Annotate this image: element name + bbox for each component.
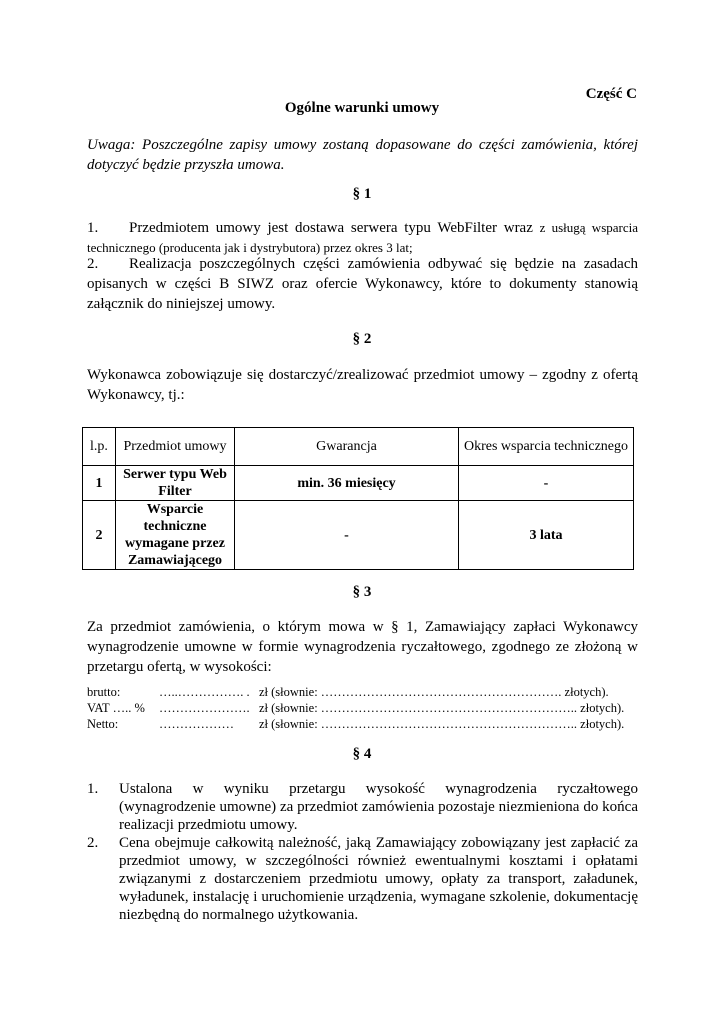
section-2-intro: Wykonawca zobowiązuje się dostarczyć/zrealizować przedmiot umowy – zgodny z ofertą Wykonawcy, tj.: [87,367,638,403]
table-row [83,501,634,570]
payment-line-vat [87,700,638,716]
payment-line-brutto [87,684,638,700]
section-2-heading: § 2 [352,331,372,347]
list-item-number: 2. [87,835,99,851]
document-title: Ogólne warunki umowy [284,100,440,116]
note-paragraph: Uwaga: Poszczególne zapisy umowy zostaną dopasowane do części zamówienia, której dotyczyć będzie przyszła umowa. [87,137,638,173]
table-header-cell: l.p. [83,428,116,466]
point-number: 2. [87,256,99,272]
section-1-heading: § 1 [352,186,372,202]
list-item-number: 1. [87,781,99,797]
point-number: 1. [87,220,99,236]
section-1-point-1 [87,218,638,258]
table-header-row [83,428,634,466]
table-cell: 1 [83,466,116,501]
items-table [82,427,634,570]
table-cell: - [459,466,634,501]
payment-words-blank: zł (słownie: …………………………………………………….. złotych). [259,717,625,731]
payment-label: brutto: [87,685,121,699]
table-cell: Serwer typu Web Filter [116,466,235,501]
point-text: Przedmiotem umowy jest dostawa serwera typu WebFilter wraz [129,220,533,236]
point-text: Realizacja poszczególnych części zamówienia odbywać się będzie na zasadach opisanych w części B SIWZ oraz ofercie Wykonawcy, które to dokumenty stanowią załącznik do niniejszej umowy. [87,256,638,312]
payment-line-netto [87,716,638,732]
payment-label: Netto: [87,717,119,731]
list-item-text: Cena obejmuje całkowitą należność, jaką Zamawiający zobowiązany jest zapłacić za przedmiot umowy, w szczególności również ewentualnymi kosztami i opłatami związanymi z dostarczeniem przedmiotu umowy, opłaty za transport, załadunek, wyładunek, instalację i uruchomienie urządzenia, wymagane szkolenie, dokumentację niezbędną do normalnego użytkowania. [119,835,638,923]
part-label: Część C [585,86,637,102]
section-1-point-2 [87,254,638,314]
payment-amount-blank: ……………… [159,717,234,731]
section-4-list [87,780,638,924]
table-header-cell: Przedmiot umowy [116,428,235,466]
payment-label: VAT ….. % [87,701,145,715]
table-header-cell: Gwarancja [235,428,459,466]
payment-amount-blank: …..……………. . [159,685,250,699]
section-3-heading: § 3 [352,584,372,600]
payment-words-blank: zł (słownie: …………………………………………………. złotych). [259,685,609,699]
section-3-intro: Za przedmiot zamówienia, o którym mowa w § 1, Zamawiający zapłaci Wykonawcy wynagrodzenie umowne w formie wynagrodzenia ryczałtowego, zgodnego ze złożoną w przetargu ofertą, w wysokości: [87,619,638,675]
table-cell: - [235,501,459,570]
table-cell: Wsparcie techniczne wymagane przez Zamawiającego [116,501,235,570]
payment-words-blank: zł (słownie: …………………………………………………….. złotych). [259,701,625,715]
list-item [87,834,638,924]
table-cell: 3 lata [459,501,634,570]
table-cell: min. 36 miesięcy [235,466,459,501]
payment-amount-blank: …………………. [159,701,250,715]
payment-lines [87,684,638,732]
list-item [87,780,638,834]
table-row [83,466,634,501]
point-text-small: z usługą wsparcia technicznego (producenta jak i dystrybutora) przez okres 3 lat; [87,220,638,255]
table-cell: 2 [83,501,116,570]
section-4-heading: § 4 [352,746,372,762]
list-item-text: Ustalona w wyniku przetargu wysokość wynagrodzenia ryczałtowego (wynagrodzenie umowne) za przedmiot zamówienia pozostaje niezmieniona do końca realizacji przedmiotu umowy. [119,781,638,833]
table-header-cell: Okres wsparcia technicznego [459,428,634,466]
